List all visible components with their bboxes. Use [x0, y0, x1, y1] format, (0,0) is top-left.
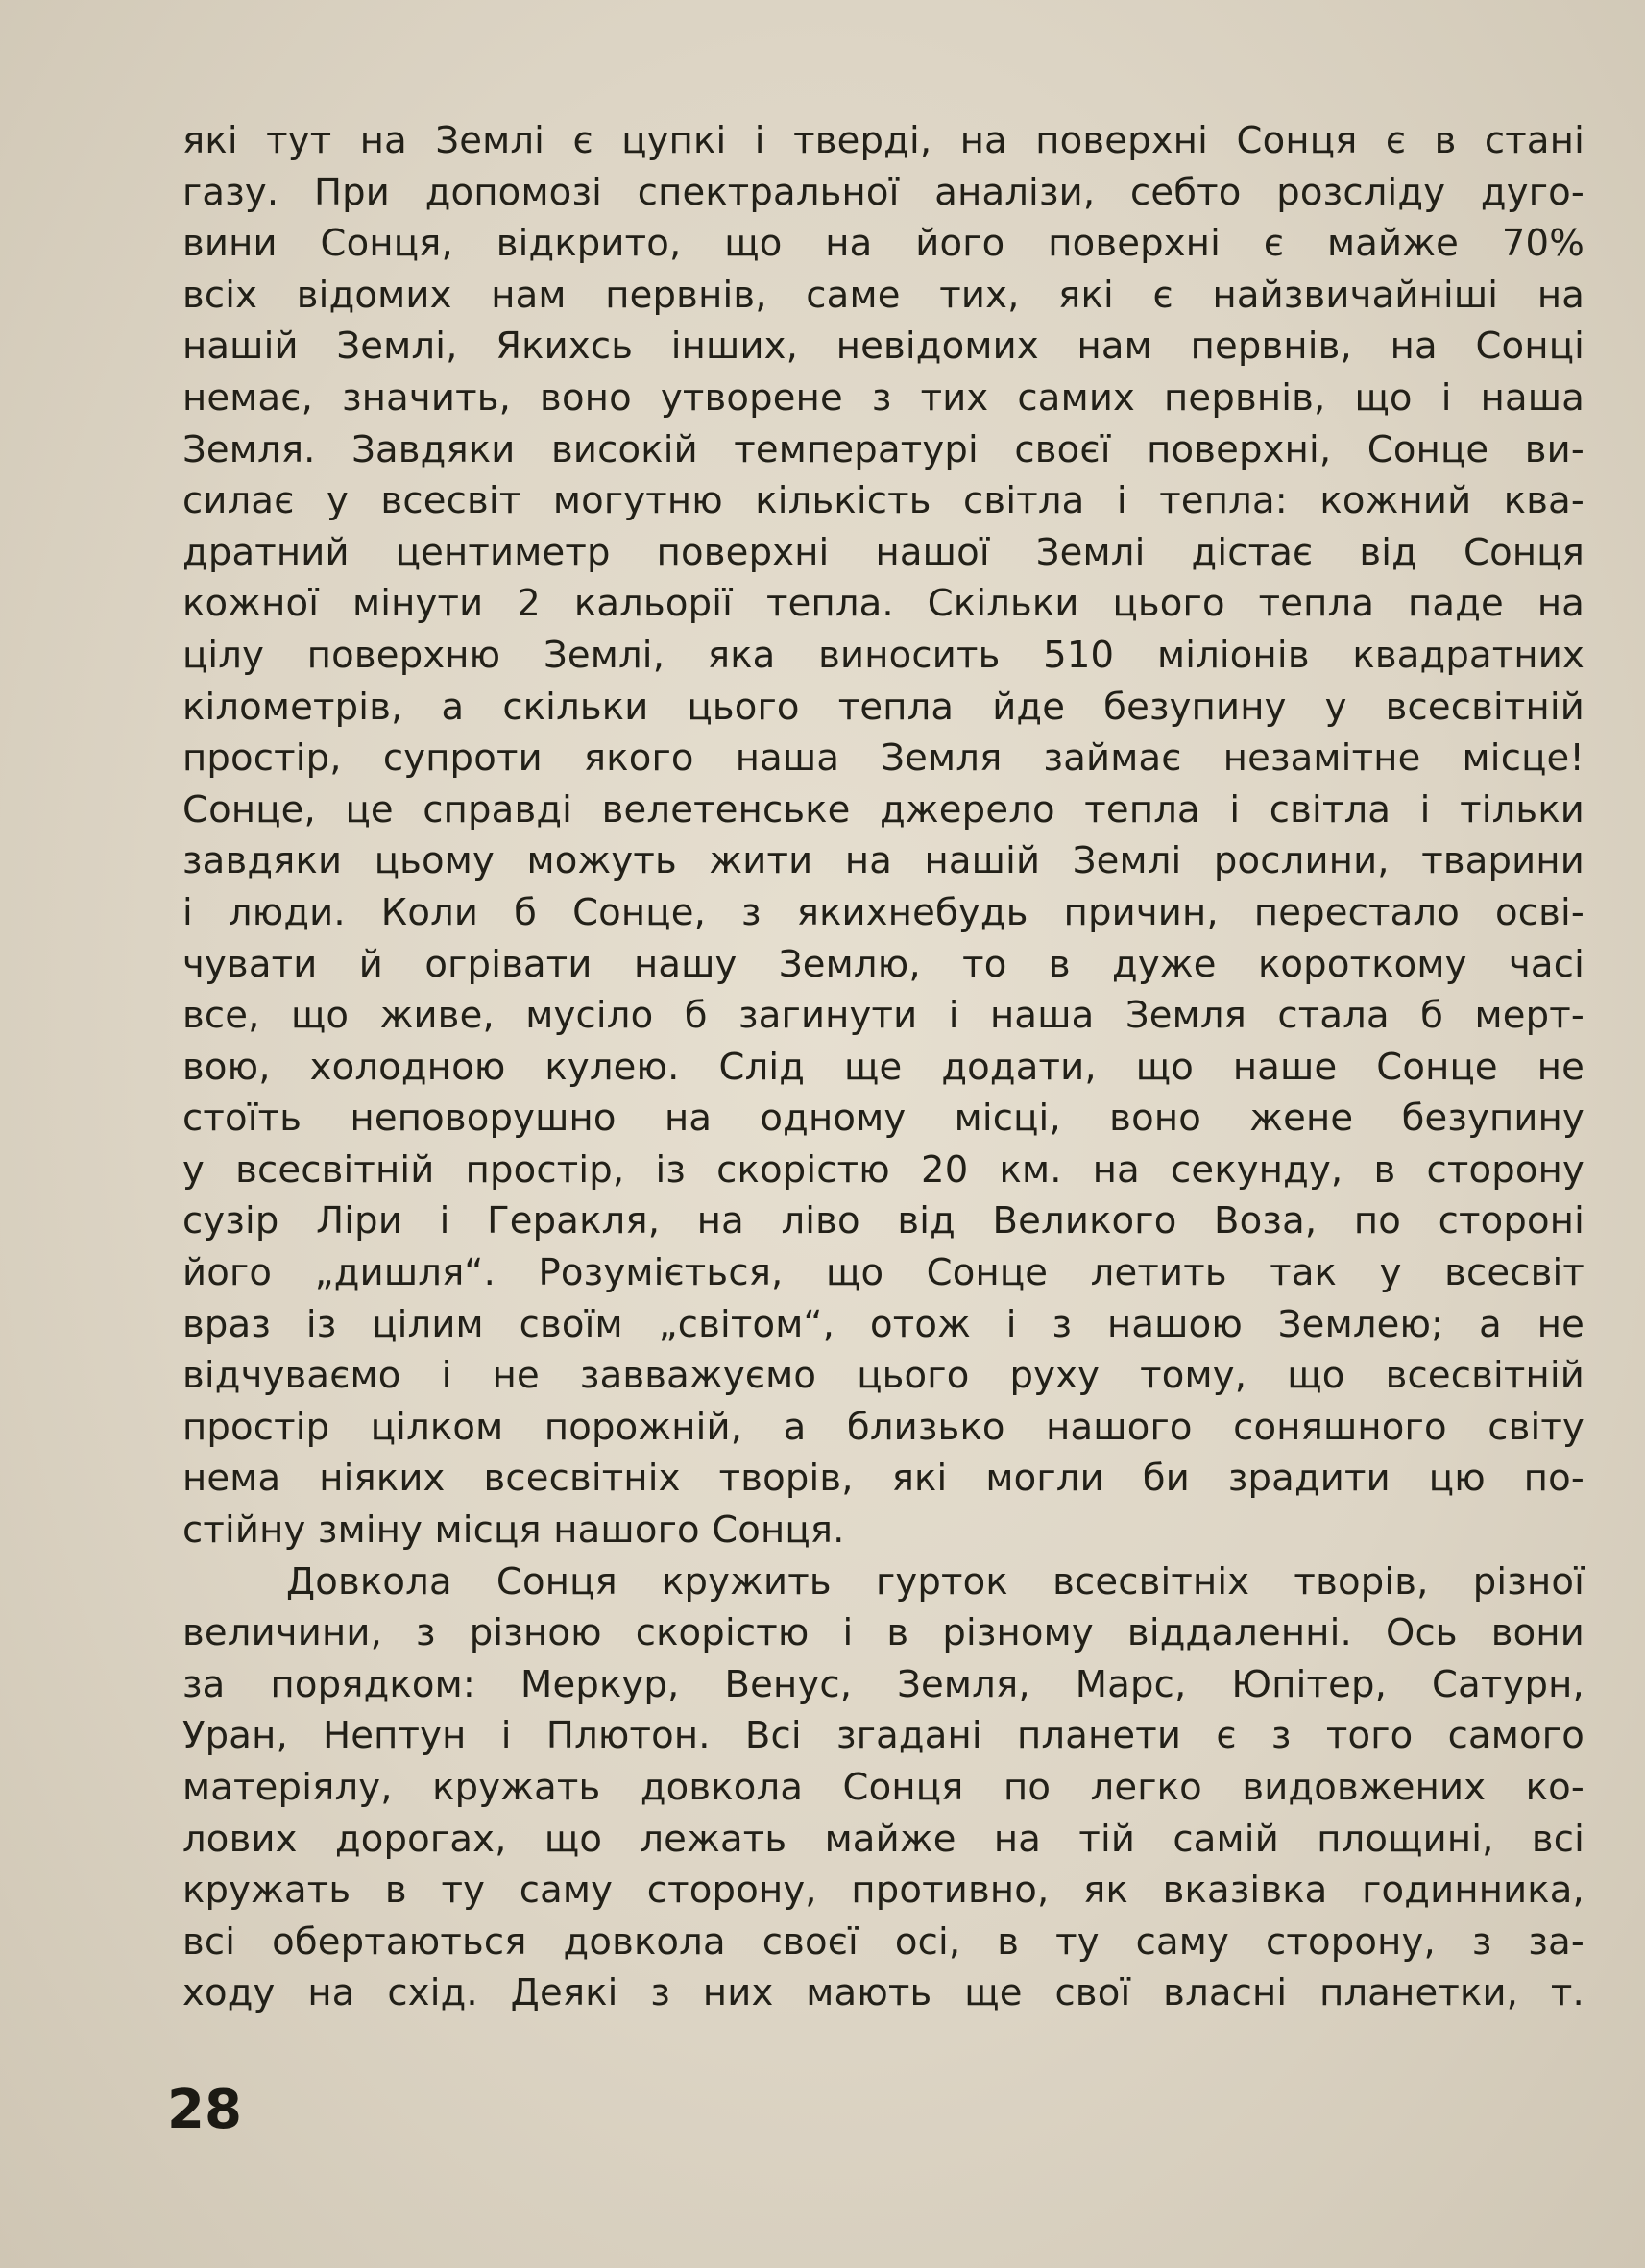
text-line: Уран, Нептун і Плютон. Всі згадані планети є з того самого [182, 1714, 1585, 1758]
body-text [182, 115, 1585, 2019]
text-line: нема ніяких всесвітніх творів, які могли би зрадити цю по- [182, 1457, 1585, 1501]
text-line: у всесвітній простір, із скорістю 20 км. на секунду, в сторону [182, 1147, 1585, 1192]
text-line: простір цілком порожній, а близько нашого соняшного світу [182, 1405, 1585, 1449]
text-line: всі обертаються довкола своєї осі, в ту саму сторону, з за- [182, 1919, 1585, 1964]
text-line: які тут на Землі є цупкі і тверді, на поверхні Сонця є в стані [182, 119, 1585, 162]
text-line: вою, холодною кулею. Слід ще додати, що наше Сонце не [182, 1045, 1585, 1089]
paragraph [182, 1556, 1585, 2019]
text-line: чувати й огрівати нашу Землю, то в дуже короткому часі [182, 942, 1585, 986]
text-line: стійну зміну місця нашого Сонця. [182, 1508, 845, 1553]
text-line: його „дишля“. Розуміється, що Сонце летить так у всесвіт [182, 1251, 1585, 1295]
text-line: кілометрів, а скільки цього тепла йде безупину у всесвітній [182, 685, 1585, 729]
text-line: всіх відомих нам первнів, саме тих, які є найзвичайніші на [182, 273, 1585, 317]
text-line: кожної мінути 2 кальорії тепла. Скільки цього тепла паде на [182, 582, 1585, 626]
text-line: вини Сонця, відкрито, що на його поверхні є майже 70% [182, 222, 1585, 266]
text-line: сузір Ліри і Геракля, на ліво від Великого Воза, по стороні [182, 1199, 1585, 1243]
text-line: за порядком: Меркур, Венус, Земля, Марс, Юпітер, Сатурн, [182, 1662, 1585, 1706]
text-line: все, що живе, мусіло б загинути і наша Земля стала б мерт- [182, 994, 1585, 1038]
text-line: і люди. Коли б Сонце, з якихнебудь причин, перестало осві- [182, 890, 1585, 934]
text-line: кружать в ту саму сторону, противно, як вказівка годинника, [182, 1869, 1585, 1913]
text-line: дратний центиметр поверхні нашої Землі дістає від Сонця [182, 530, 1585, 574]
text-line: простір, супроти якого наша Земля займає незамітне місце! [182, 736, 1585, 781]
text-line: враз із цілим своїм „світом“, отож і з нашою Землею; а не [182, 1302, 1585, 1346]
text-line: Сонце, це справді велетенське джерело тепла і світла і тільки [182, 787, 1585, 832]
text-line: силає у всесвіт могутню кількість світла і тепла: кожний ква- [182, 479, 1585, 523]
page-number: 28 [167, 2079, 242, 2141]
text-line: ходу на схід. Деякі з них мають ще свої власні планетки, т. [182, 1971, 1585, 2015]
text-line: немає, значить, воно утворене з тих самих первнів, що і наша [182, 375, 1585, 420]
text-line: газу. При допомозі спектральної аналізи, себто розсліду дуго- [182, 170, 1585, 214]
text-line: лових дорогах, що лежать майже на тій самій площині, всі [182, 1817, 1585, 1861]
text-line: величини, з різною скорістю і в різному віддаленні. Ось вони [182, 1611, 1585, 1655]
text-line: завдяки цьому можуть жити на нашій Землі рослини, тварини [182, 839, 1585, 883]
text-line: Земля. Завдяки високій температурі своєї поверхні, Сонце ви- [182, 427, 1585, 471]
text-line: відчуваємо і не завважуємо цього руху тому, що всесвітній [182, 1354, 1585, 1398]
text-line: матеріялу, кружать довкола Сонця по легко видовжених ко- [182, 1766, 1585, 1809]
text-line: Довкола Сонця кружить гурток всесвітніх творів, різної [286, 1559, 1585, 1604]
text-line: нашій Землі, Якихсь інших, невідомих нам первнів, на Сонці [182, 325, 1585, 369]
text-line: стоїть неповорушно на одному місці, воно жене безупину [182, 1097, 1585, 1141]
text-line: цілу поверхню Землі, яка виносить 510 міліонів квадратних [182, 633, 1585, 677]
paragraph [182, 115, 1585, 1556]
